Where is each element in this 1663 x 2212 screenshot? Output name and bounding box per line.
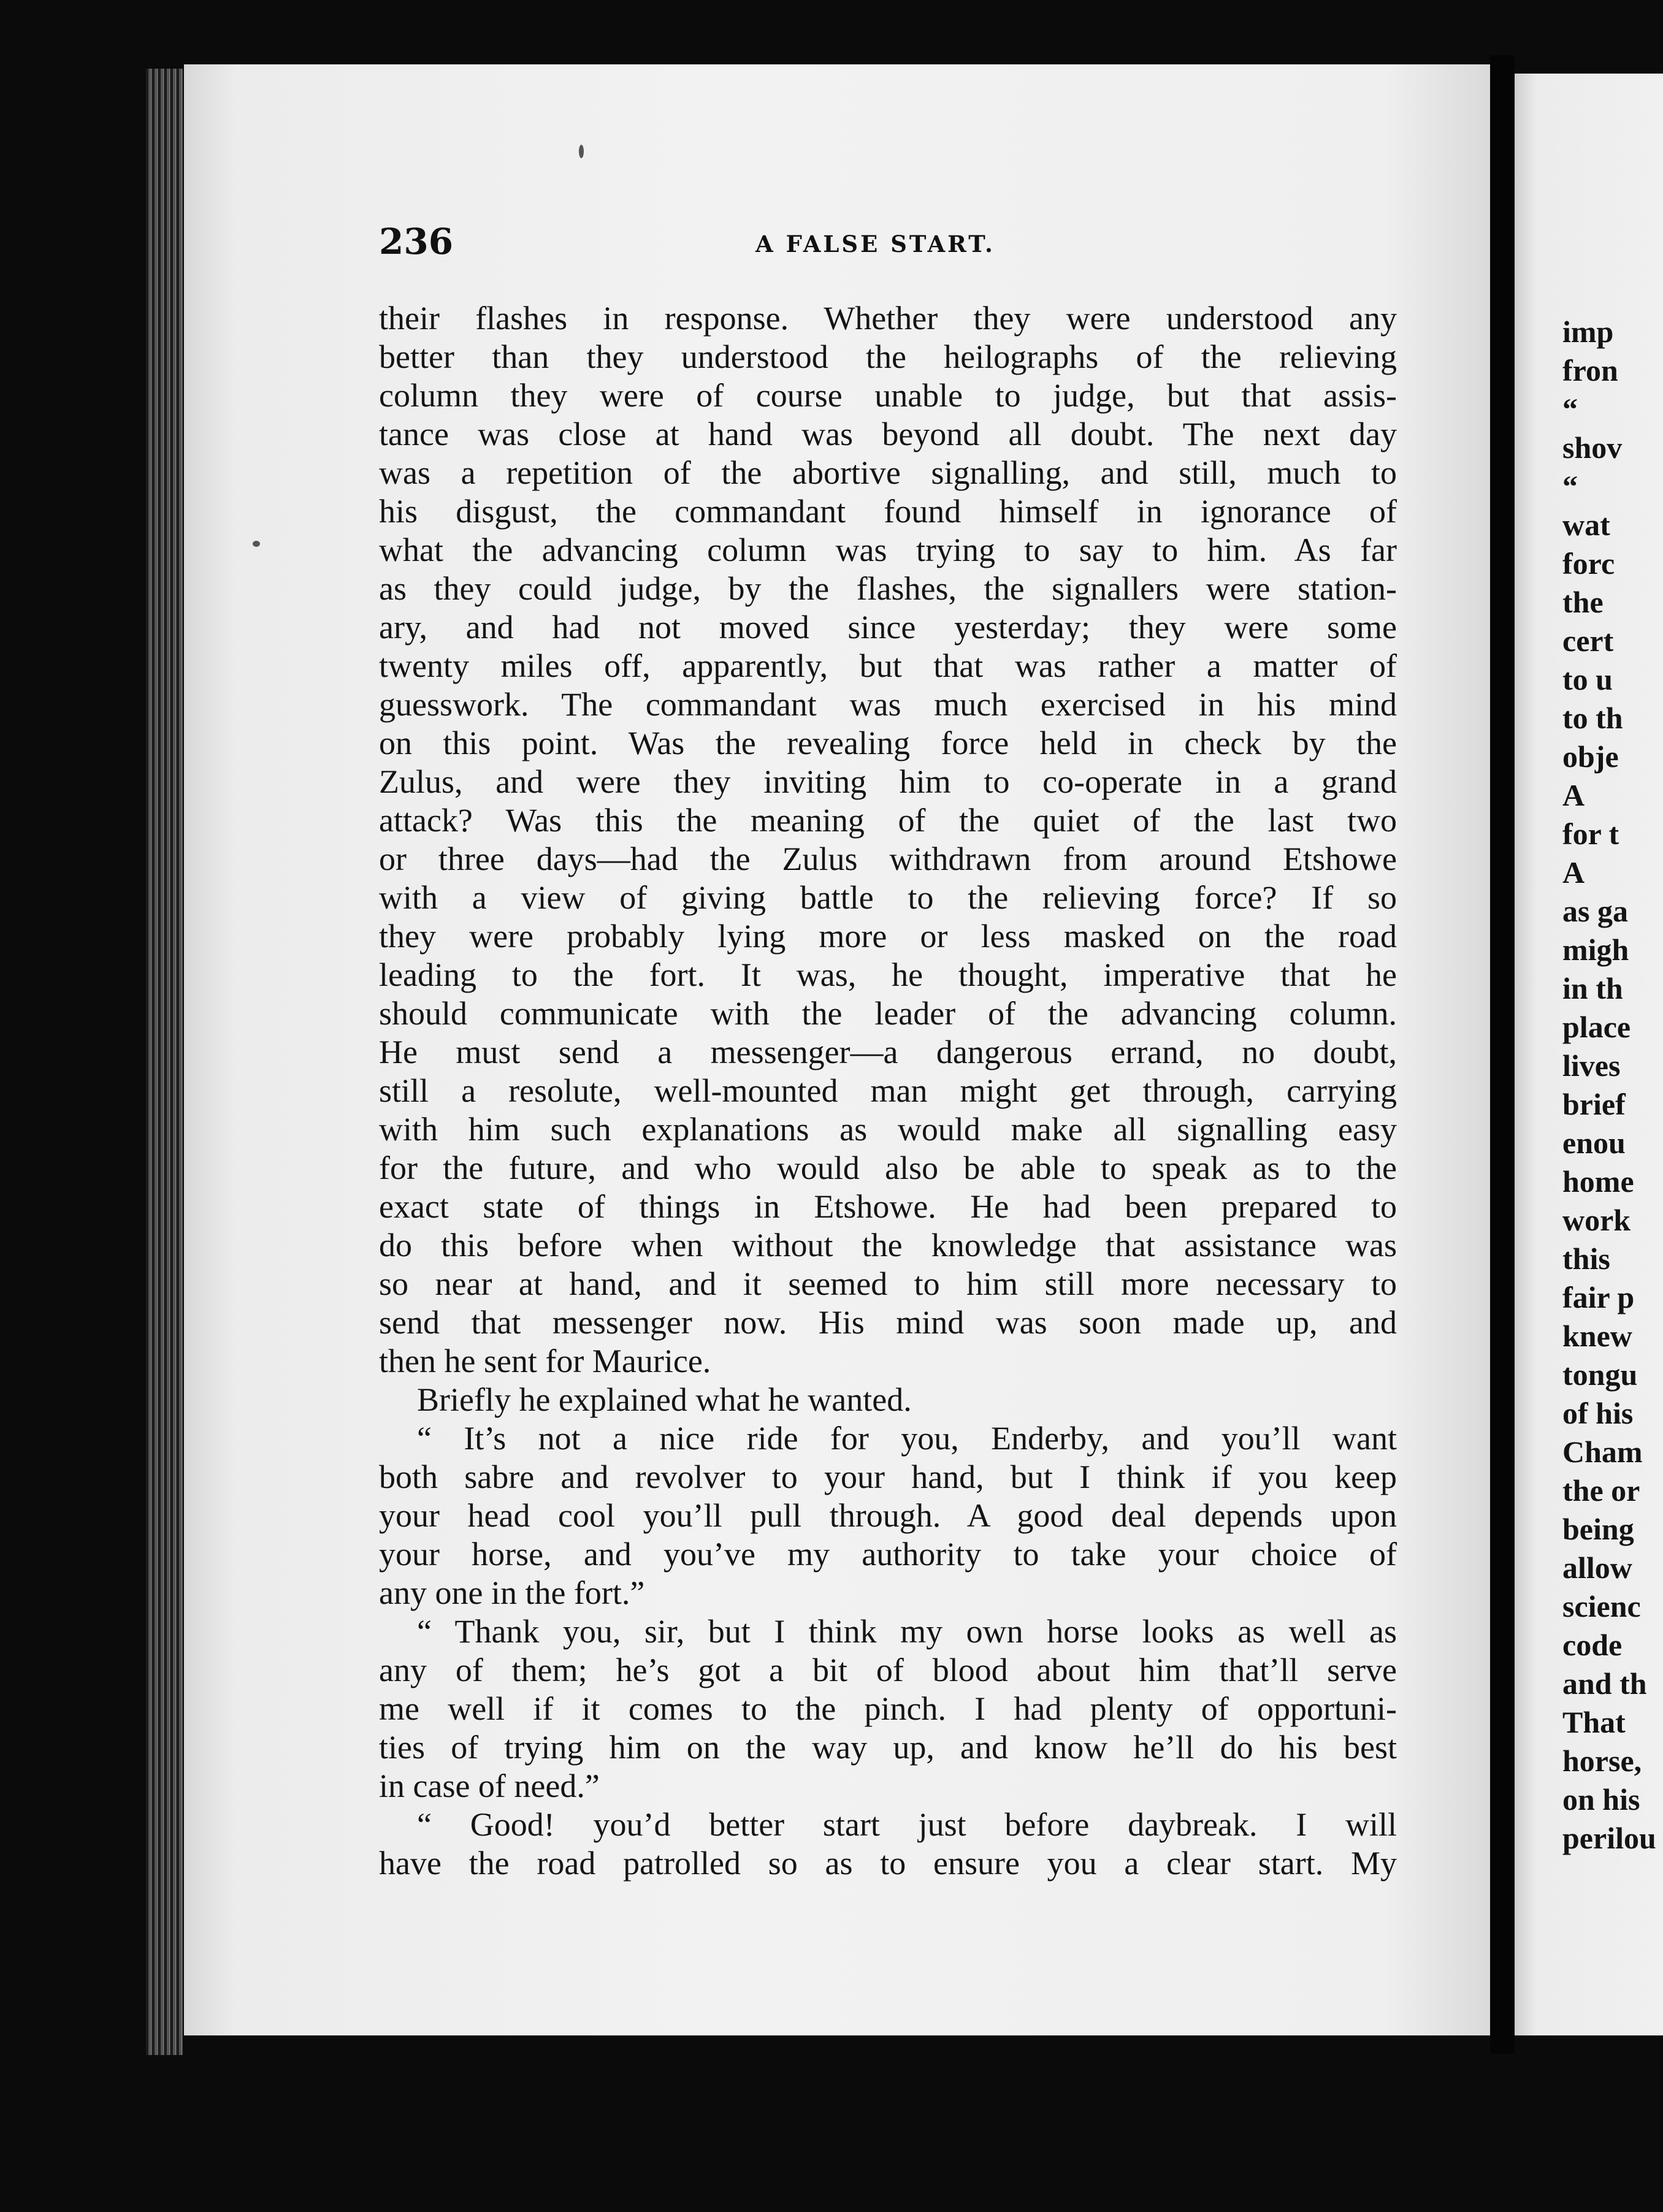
running-head: A FALSE START. (755, 231, 995, 257)
text-line: ties of trying him on the way up, and know he’ll do his best (379, 1729, 1397, 1766)
facing-page-line: horse, (1562, 1744, 1642, 1778)
facing-page-line: code (1562, 1628, 1623, 1662)
text-line: “ Thank you, sir, but I think my own horse looks as well as (417, 1613, 1397, 1650)
facing-page-text (1562, 313, 1656, 1858)
text-line: send that messenger now. His mind was soon made up, and (379, 1304, 1397, 1341)
facing-page-line: scienc (1562, 1589, 1641, 1623)
page-speck (579, 145, 584, 158)
book-gutter (1490, 55, 1515, 2054)
text-line: Zulus, and were they inviting him to co-operate in a grand (379, 763, 1397, 800)
text-line: He must send a messenger—a dangerous errand, no doubt, (379, 1034, 1397, 1070)
text-line: your horse, and you’ve my authority to take your choice of (379, 1536, 1397, 1573)
text-line: me well if it comes to the pinch. I had plenty of opportuni- (379, 1690, 1397, 1727)
facing-page-line: brief (1562, 1087, 1626, 1121)
text-line: any one in the fort.” (379, 1574, 645, 1611)
facing-page-line: being (1562, 1512, 1634, 1546)
text-line: column they were of course unable to judge, but that assis- (379, 377, 1397, 414)
facing-page-line: to th (1562, 701, 1623, 735)
text-line: on this point. Was the revealing force held in check by the (379, 725, 1397, 761)
page-edges (146, 69, 183, 2055)
text-line: in case of need.” (379, 1768, 600, 1804)
text-line: attack? Was this the meaning of the quiet of the last two (379, 802, 1397, 839)
text-line: his disgust, the commandant found himself in ignorance of (379, 493, 1397, 530)
facing-page-line: as ga (1562, 894, 1628, 928)
facing-page-line: obje (1562, 739, 1619, 774)
facing-page-line: lives (1562, 1048, 1621, 1083)
facing-page-line: home (1562, 1164, 1634, 1199)
facing-page-line: of his (1562, 1396, 1634, 1430)
text-line: “ Good! you’d better start just before daybreak. I will (417, 1806, 1397, 1843)
text-line: any of them; he’s got a bit of blood about him that’ll serve (379, 1652, 1397, 1688)
text-line: leading to the fort. It was, he thought, imperative that he (379, 956, 1397, 993)
page-speck (253, 541, 260, 547)
text-line: ary, and had not moved since yesterday; they were some (379, 609, 1397, 646)
facing-page-line: fair p (1562, 1280, 1635, 1314)
text-line: still a resolute, well-mounted man might get through, carrying (379, 1072, 1397, 1109)
facing-page-line: forc (1562, 546, 1615, 581)
facing-page-line: allow (1562, 1550, 1632, 1585)
facing-page-line: Cham (1562, 1435, 1643, 1469)
text-line: with him such explanations as would make all signalling easy (379, 1111, 1397, 1148)
facing-page-line: and th (1562, 1666, 1647, 1701)
facing-page-line: enou (1562, 1126, 1626, 1160)
text-line: their flashes in response. Whether they were understood any (379, 300, 1397, 337)
text-line: they were probably lying more or less masked on the road (379, 918, 1397, 955)
facing-page-line: this (1562, 1241, 1610, 1276)
facing-page-line: A (1562, 855, 1585, 890)
facing-page-line: fron (1562, 353, 1618, 387)
text-line: so near at hand, and it seemed to him still more necessary to (379, 1265, 1397, 1302)
facing-page-line: imp (1562, 315, 1614, 349)
text-line: guesswork. The commandant was much exercised in his mind (379, 686, 1397, 723)
facing-page-line: perilou (1562, 1821, 1656, 1855)
text-line: twenty miles off, apparently, but that was rather a matter of (379, 647, 1397, 684)
facing-page-line: A (1562, 778, 1585, 812)
text-line: do this before when without the knowledge that assistance was (379, 1227, 1397, 1264)
text-line: your head cool you’ll pull through. A good deal depends upon (379, 1497, 1397, 1534)
text-line: was a repetition of the abortive signalling, and still, much to (379, 454, 1397, 491)
text-line: better than they understood the heilographs of the relieving (379, 338, 1397, 375)
facing-page-line: to u (1562, 662, 1613, 696)
text-line: or three days—had the Zulus withdrawn from around Etshowe (379, 841, 1397, 877)
facing-page-line: the or (1562, 1473, 1640, 1508)
page-number: 236 (379, 221, 454, 262)
facing-page-line: work (1562, 1203, 1631, 1237)
text-line: with a view of giving battle to the relieving force? If so (379, 879, 1397, 916)
facing-page-line: cert (1562, 624, 1614, 658)
facing-page-line: place (1562, 1010, 1631, 1044)
text-line: what the advancing column was trying to say to him. As far (379, 532, 1397, 568)
facing-page-line: “ (1562, 469, 1578, 503)
facing-page-line: for t (1562, 817, 1619, 851)
facing-page-line: “ (1562, 392, 1578, 426)
text-line: “ It’s not a nice ride for you, Enderby, and you’ll want (417, 1420, 1397, 1457)
facing-page-line: That (1562, 1705, 1626, 1739)
facing-page-line: shov (1562, 430, 1623, 465)
facing-page-line: on his (1562, 1782, 1640, 1817)
text-line: then he sent for Maurice. (379, 1343, 711, 1379)
text-line: for the future, and who would also be able to speak as to the (379, 1150, 1397, 1186)
facing-page-line: knew (1562, 1319, 1632, 1353)
text-line: have the road patrolled so as to ensure you a clear start. My (379, 1845, 1397, 1882)
facing-page-line: the (1562, 585, 1604, 619)
text-line: exact state of things in Etshowe. He had been prepared to (379, 1188, 1397, 1225)
text-line: both sabre and revolver to your hand, but I think if you keep (379, 1459, 1397, 1495)
text-line: should communicate with the leader of the advancing column. (379, 995, 1397, 1032)
text-line: tance was close at hand was beyond all doubt. The next day (379, 416, 1397, 452)
text-line: Briefly he explained what he wanted. (417, 1381, 912, 1418)
facing-page-line: in th (1562, 971, 1623, 1005)
facing-page-line: migh (1562, 932, 1629, 967)
facing-page-line: tongu (1562, 1357, 1638, 1392)
body-text (379, 299, 1397, 1883)
facing-page-line: wat (1562, 508, 1610, 542)
text-line: as they could judge, by the flashes, the signallers were station- (379, 570, 1397, 607)
